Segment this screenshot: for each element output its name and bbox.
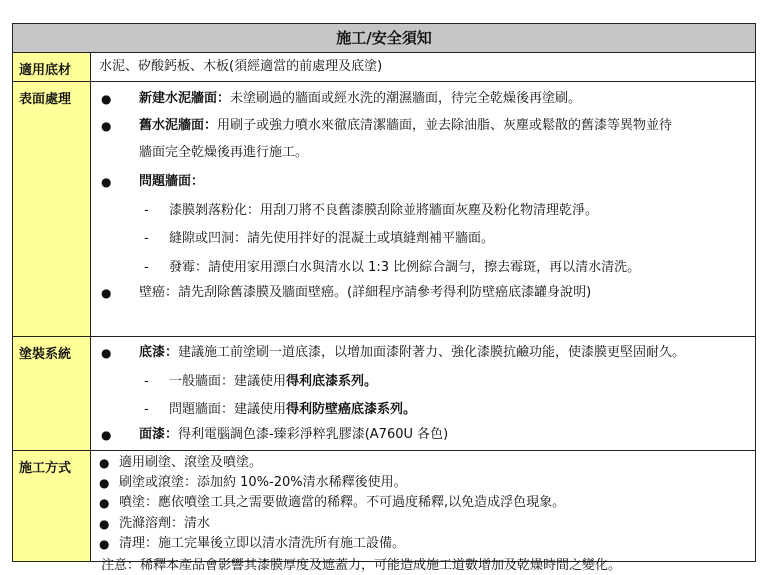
new-wall-text: 未塗刷過的牆面或經水洗的潮濕牆面，待完全乾燥後再塗刷。 xyxy=(230,91,582,106)
method-item: 刷塗或滾塗：添加約 10%-20%清水稀釋後使用。 xyxy=(119,475,407,490)
row-method xyxy=(13,451,755,573)
bullet-icon: ● xyxy=(101,428,112,442)
label-coating: 塗裝系統 xyxy=(13,337,91,450)
bullet-icon: ● xyxy=(101,92,112,106)
topcoat-text: 得利電腦調色漆-臻彩淨粹乳膠漆(A760U 各色) xyxy=(178,427,449,442)
primer-general-series: 得利底漆系列。 xyxy=(286,374,378,389)
dash-icon: - xyxy=(144,231,149,246)
row-surface xyxy=(13,82,755,337)
primer-general-text: 一般牆面：建議使用 xyxy=(169,374,287,389)
dash-icon: - xyxy=(144,402,149,417)
bullet-icon: ● xyxy=(101,119,112,133)
bullet-icon: ● xyxy=(101,286,112,300)
content-surface xyxy=(91,82,755,336)
row-coating xyxy=(13,337,755,451)
label-method: 施工方式 xyxy=(13,451,91,561)
primer-problem xyxy=(169,401,416,419)
method-item: 洗滌溶劑：清水 xyxy=(119,516,211,531)
bullet-icon: ● xyxy=(99,517,110,531)
bullet-icon: ● xyxy=(101,175,112,189)
problem-cracks: 縫隙或凹洞：請先使用拌好的混凝土或填縫劑補平牆面。 xyxy=(169,231,495,246)
row-substrate xyxy=(13,53,755,82)
bullet-icon: ● xyxy=(99,476,110,490)
topcoat-term: 面漆： xyxy=(139,427,179,442)
dash-icon: - xyxy=(144,260,149,275)
old-wall-text: 用刷子或強力噴水來徹底清潔牆面，並去除油脂、灰塵或鬆散的舊漆等異物並待 xyxy=(217,118,673,133)
problem-wall-term: 問題牆面： xyxy=(139,174,205,189)
topcoat-item xyxy=(139,426,448,444)
table-title: 施工/安全須知 xyxy=(13,24,755,53)
content-substrate xyxy=(91,53,755,81)
content-method xyxy=(91,451,755,573)
substrate-text: 水泥、矽酸鈣板、木板(須經適當的前處理及底塗) xyxy=(99,59,383,74)
bullet-icon: ● xyxy=(99,496,110,510)
bullet-icon: ● xyxy=(99,537,110,551)
old-wall-text-cont: 牆面完全乾燥後再進行施工。 xyxy=(139,145,309,160)
label-surface: 表面處理 xyxy=(13,82,91,336)
primer-problem-text: 問題牆面：建議使用 xyxy=(169,402,287,417)
primer-item xyxy=(139,344,685,362)
old-wall-term: 舊水泥牆面： xyxy=(139,118,218,133)
bullet-icon: ● xyxy=(101,346,112,360)
label-substrate: 適用底材 xyxy=(13,53,91,81)
dash-icon: - xyxy=(144,374,149,389)
method-item: 適用刷塗、滾塗及噴塗。 xyxy=(119,455,263,470)
efflorescence-item: 壁癌：請先刮除舊漆膜及牆面壁癌。(詳細程序請參考得利防壁癌底漆罐身說明) xyxy=(139,285,592,300)
dilution-note: 注意：稀釋本產品會影響其漆膜厚度及遮蓋力，可能造成施工道數增加及乾燥時間之變化。 xyxy=(101,558,622,573)
problem-mold: 發霉：請使用家用漂白水與清水以 1:3 比例綜合調勻，擦去霉斑，再以清水清洗。 xyxy=(169,260,641,275)
new-wall-term: 新建水泥牆面： xyxy=(139,91,231,106)
dash-icon: - xyxy=(144,203,149,218)
bullet-icon: ● xyxy=(99,456,110,470)
primer-general xyxy=(169,373,377,391)
new-wall-item xyxy=(139,90,581,108)
method-item: 清理：施工完畢後立即以清水清洗所有施工設備。 xyxy=(119,536,406,551)
problem-peeling: 漆膜剝落粉化：用刮刀將不良舊漆膜刮除並將牆面灰塵及粉化物清理乾淨。 xyxy=(169,203,599,218)
primer-problem-series: 得利防壁癌底漆系列。 xyxy=(286,402,417,417)
safety-instructions-table xyxy=(12,23,756,573)
primer-term: 底漆： xyxy=(139,345,179,360)
primer-text: 建議施工前塗刷一道底漆，以增加面漆附著力、強化漆膜抗鹼功能，使漆膜更堅固耐久。 xyxy=(178,345,686,360)
method-item: 噴塗：應依噴塗工具之需要做適當的稀釋。不可過度稀釋,以免造成浮色現象。 xyxy=(119,495,566,510)
old-wall-item xyxy=(139,117,672,135)
content-coating xyxy=(91,337,755,450)
